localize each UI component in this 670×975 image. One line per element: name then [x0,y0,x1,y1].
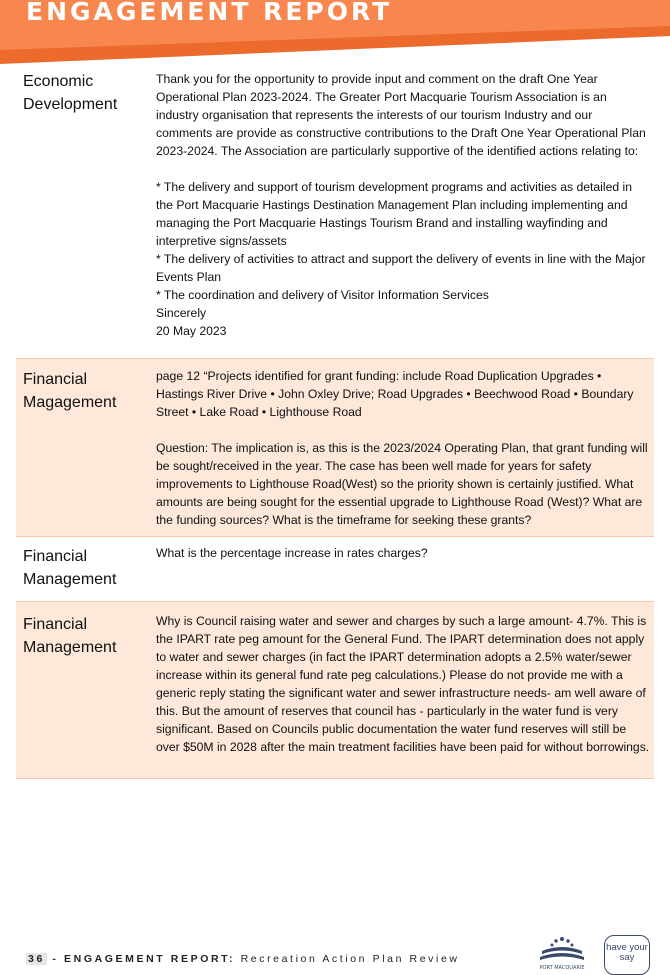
row-comment [156,367,650,529]
row-topic: Financial Management [23,616,117,656]
page-footer [26,953,460,965]
council-logo [532,933,592,970]
footer-separator: - [46,953,65,965]
table-row [16,537,654,602]
row-comment-text: page 12 “Projects identified for grant funding: include Road Duplication Upgrades • Hastings River Drive • John Oxley Drive; Road Upgrades • Beechwood Road • Boundary Street • Lake Road • Lighthouse Road Question: The implication is, as this is the 2023/2024 Operating Plan, that grant funding will be sought/received in the year. The case has been well made for years for safety improvements to Lighthouse Road(West) so the priority shown is certainly justified. What amounts are being sought for the essential upgrade to Lighthouse Road (West)? What are the funding sources? What is the timeframe for seeking these grants? [156,369,648,527]
row-comment-text: What is the percentage increase in rates charges? [156,546,428,560]
council-logo-icon [532,933,592,970]
page-title: ENGAGEMENT REPORT [26,0,393,26]
council-logo-text: PORT MACQUARIE [539,965,585,970]
row-topic: Economic Development [23,73,118,113]
page-number: 36 [28,953,45,965]
row-comment-text: Why is Council raising water and sewer and charges by such a large amount- 4.7%. This is the IPART rate peg amount for the General Fund. The IPART determination does not apply to water and sewer charges (in fact the IPART determination adopts a 2.5% water/sewer increase within its general fund rate peg calculations.) Please do not provide me with a generic reply stating the significant water and sewer infrastructure needs- am well aware of this. But the amount of reserves that council has - particularly in the water fund is very significant. Based on Councils public documentation the water fund reserves will still be over $50M in 2028 after the main treatment facilities have been paid for without borrowings. [156,614,650,754]
row-comment [156,612,650,756]
footer-report-title: Recreation Action Plan Review [235,953,460,965]
table-row [16,64,654,359]
row-comment-text: Thank you for the opportunity to provide input and comment on the draft One Year Operational Plan 2023-2024. The Greater Port Macquarie Tourism Association is an industry organisation that represents the interests of our tourism Industry and our comments are provide as constructive contributions to the Draft One Year Operational Plan 2023-2024. The Association are particularly supportive of the identified actions relating to: * The delivery and support of tourism development programs and activities as detailed in the Port Macquarie Hastings Destination Management Plan including implementing and managing the Port Macquarie Hastings Tourism Brand and installing wayfinding and interpretive signs/assets * The delivery of activities to attract and support the delivery of events in line with the Major Events Plan * The coordination and delivery of Visitor Information Services Sincerely 20 May 2023 [156,72,646,338]
row-topic: Financial Management [23,548,117,588]
table-row [16,602,654,779]
comments-table [16,64,654,779]
row-comment [156,70,650,340]
row-comment [156,544,650,562]
row-topic: Financial Magagement [23,371,117,411]
footer-report-label: ENGAGEMENT REPORT: [64,953,236,965]
have-your-say-logo [604,935,650,975]
table-row [16,359,654,537]
have-your-say-text: have your say [606,942,648,963]
